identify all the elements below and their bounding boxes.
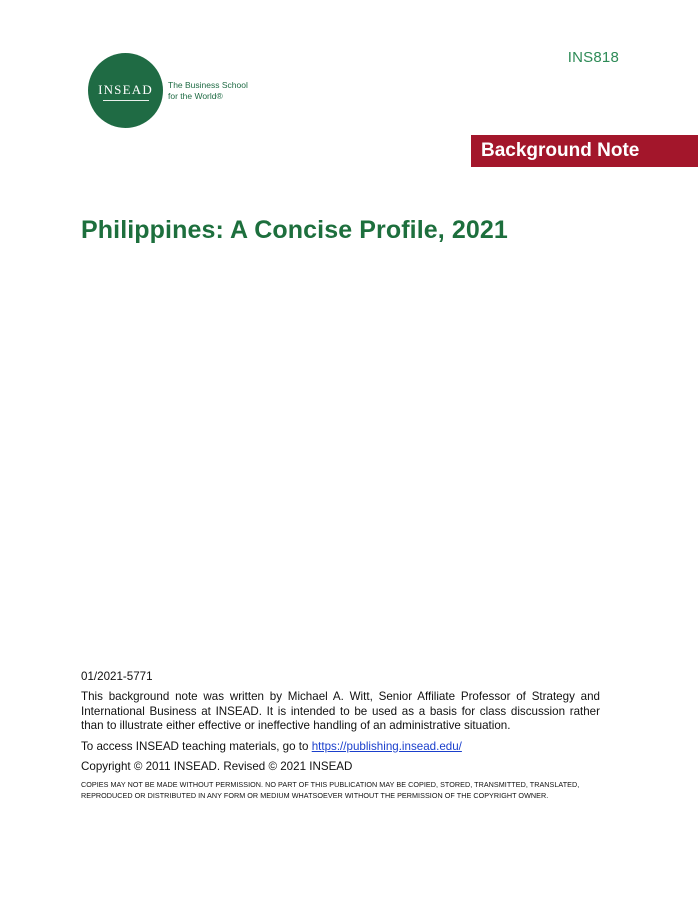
document-footer bbox=[81, 670, 600, 801]
document-title: Philippines: A Concise Profile, 2021 bbox=[81, 216, 508, 244]
reference-number: 01/2021-5771 bbox=[81, 670, 153, 683]
access-line bbox=[81, 740, 600, 754]
publishing-link[interactable]: https://publishing.insead.edu/ bbox=[311, 739, 462, 753]
logo-wordmark: INSEAD bbox=[98, 81, 153, 97]
authorship-note: This background note was written by Michael A. Witt, Senior Affiliate Professor of Strategy and International Business at INSEAD. It is intended to be used as a basis for class discussion rather than to illustrate either effective or ineffective handling of an administrative situation. bbox=[81, 690, 600, 733]
document-type-badge: Background Note bbox=[471, 135, 698, 167]
copyright-line: Copyright © 2011 INSEAD. Revised © 2021 INSEAD bbox=[81, 760, 353, 774]
logo-emblem bbox=[88, 53, 163, 128]
logo-tagline-line2: for the World® bbox=[168, 90, 223, 101]
logo-tagline bbox=[168, 80, 268, 102]
access-text: To access INSEAD teaching materials, go to bbox=[81, 739, 312, 753]
logo-rule bbox=[103, 100, 149, 101]
permission-notice: COPIES MAY NOT BE MADE WITHOUT PERMISSION. NO PART OF THIS PUBLICATION MAY BE COPIED, STORED, TRANSMITTED, TRANSLATED, REPRODUCED OR DISTRIBUTED IN ANY FORM OR MEDIUM WHATSOEVER WITHOUT THE PERMISSION OF THE COPYRIGHT OWNER. bbox=[81, 780, 580, 801]
document-code: INS818 bbox=[567, 49, 619, 66]
insead-logo bbox=[88, 53, 268, 128]
logo-tagline-line1: The Business School bbox=[168, 79, 248, 90]
